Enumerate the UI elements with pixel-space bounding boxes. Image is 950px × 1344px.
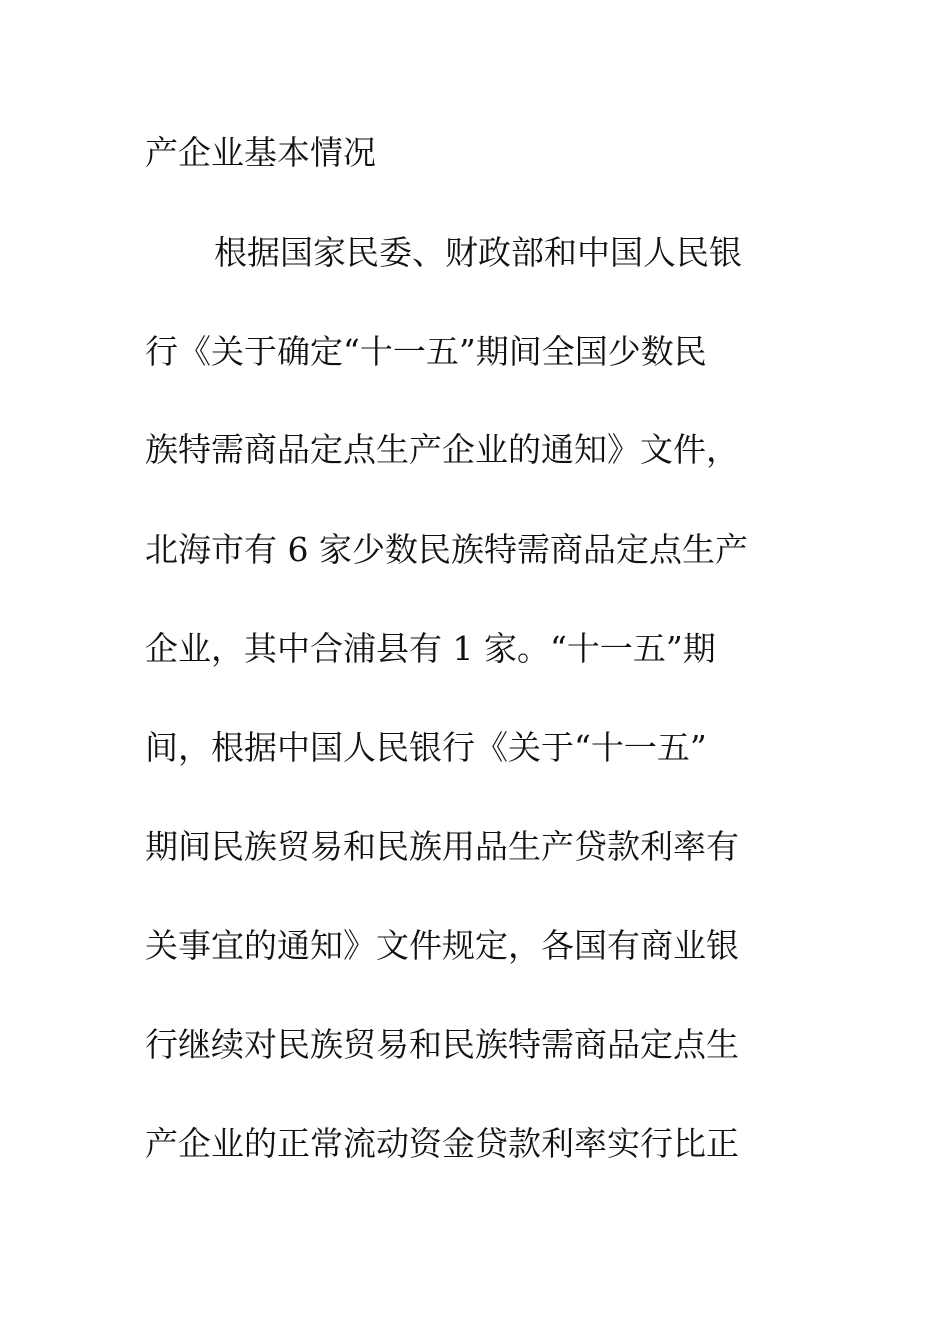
text-line-6: 企业，其中合浦县有 1 家。“十一五”期	[145, 629, 716, 668]
text-line-2: 根据国家民委、财政部和中国人民银	[214, 233, 742, 272]
text-line-9: 关事宜的通知》文件规定，各国有商业银	[145, 926, 739, 965]
text-line-5: 北海市有 6 家少数民族特需商品定点生产	[145, 530, 748, 569]
text-line-3: 行《关于确定“十一五”期间全国少数民	[145, 332, 707, 371]
text-line-11: 产企业的正常流动资金贷款利率实行比正	[145, 1124, 739, 1163]
text-line-1: 产企业基本情况	[145, 133, 376, 172]
text-line-10: 行继续对民族贸易和民族特需商品定点生	[145, 1025, 739, 1064]
text-line-8: 期间民族贸易和民族用品生产贷款利率有	[145, 827, 739, 866]
text-line-7: 间，根据中国人民银行《关于“十一五”	[145, 728, 707, 767]
text-line-4: 族特需商品定点生产企业的通知》文件，	[145, 430, 739, 469]
